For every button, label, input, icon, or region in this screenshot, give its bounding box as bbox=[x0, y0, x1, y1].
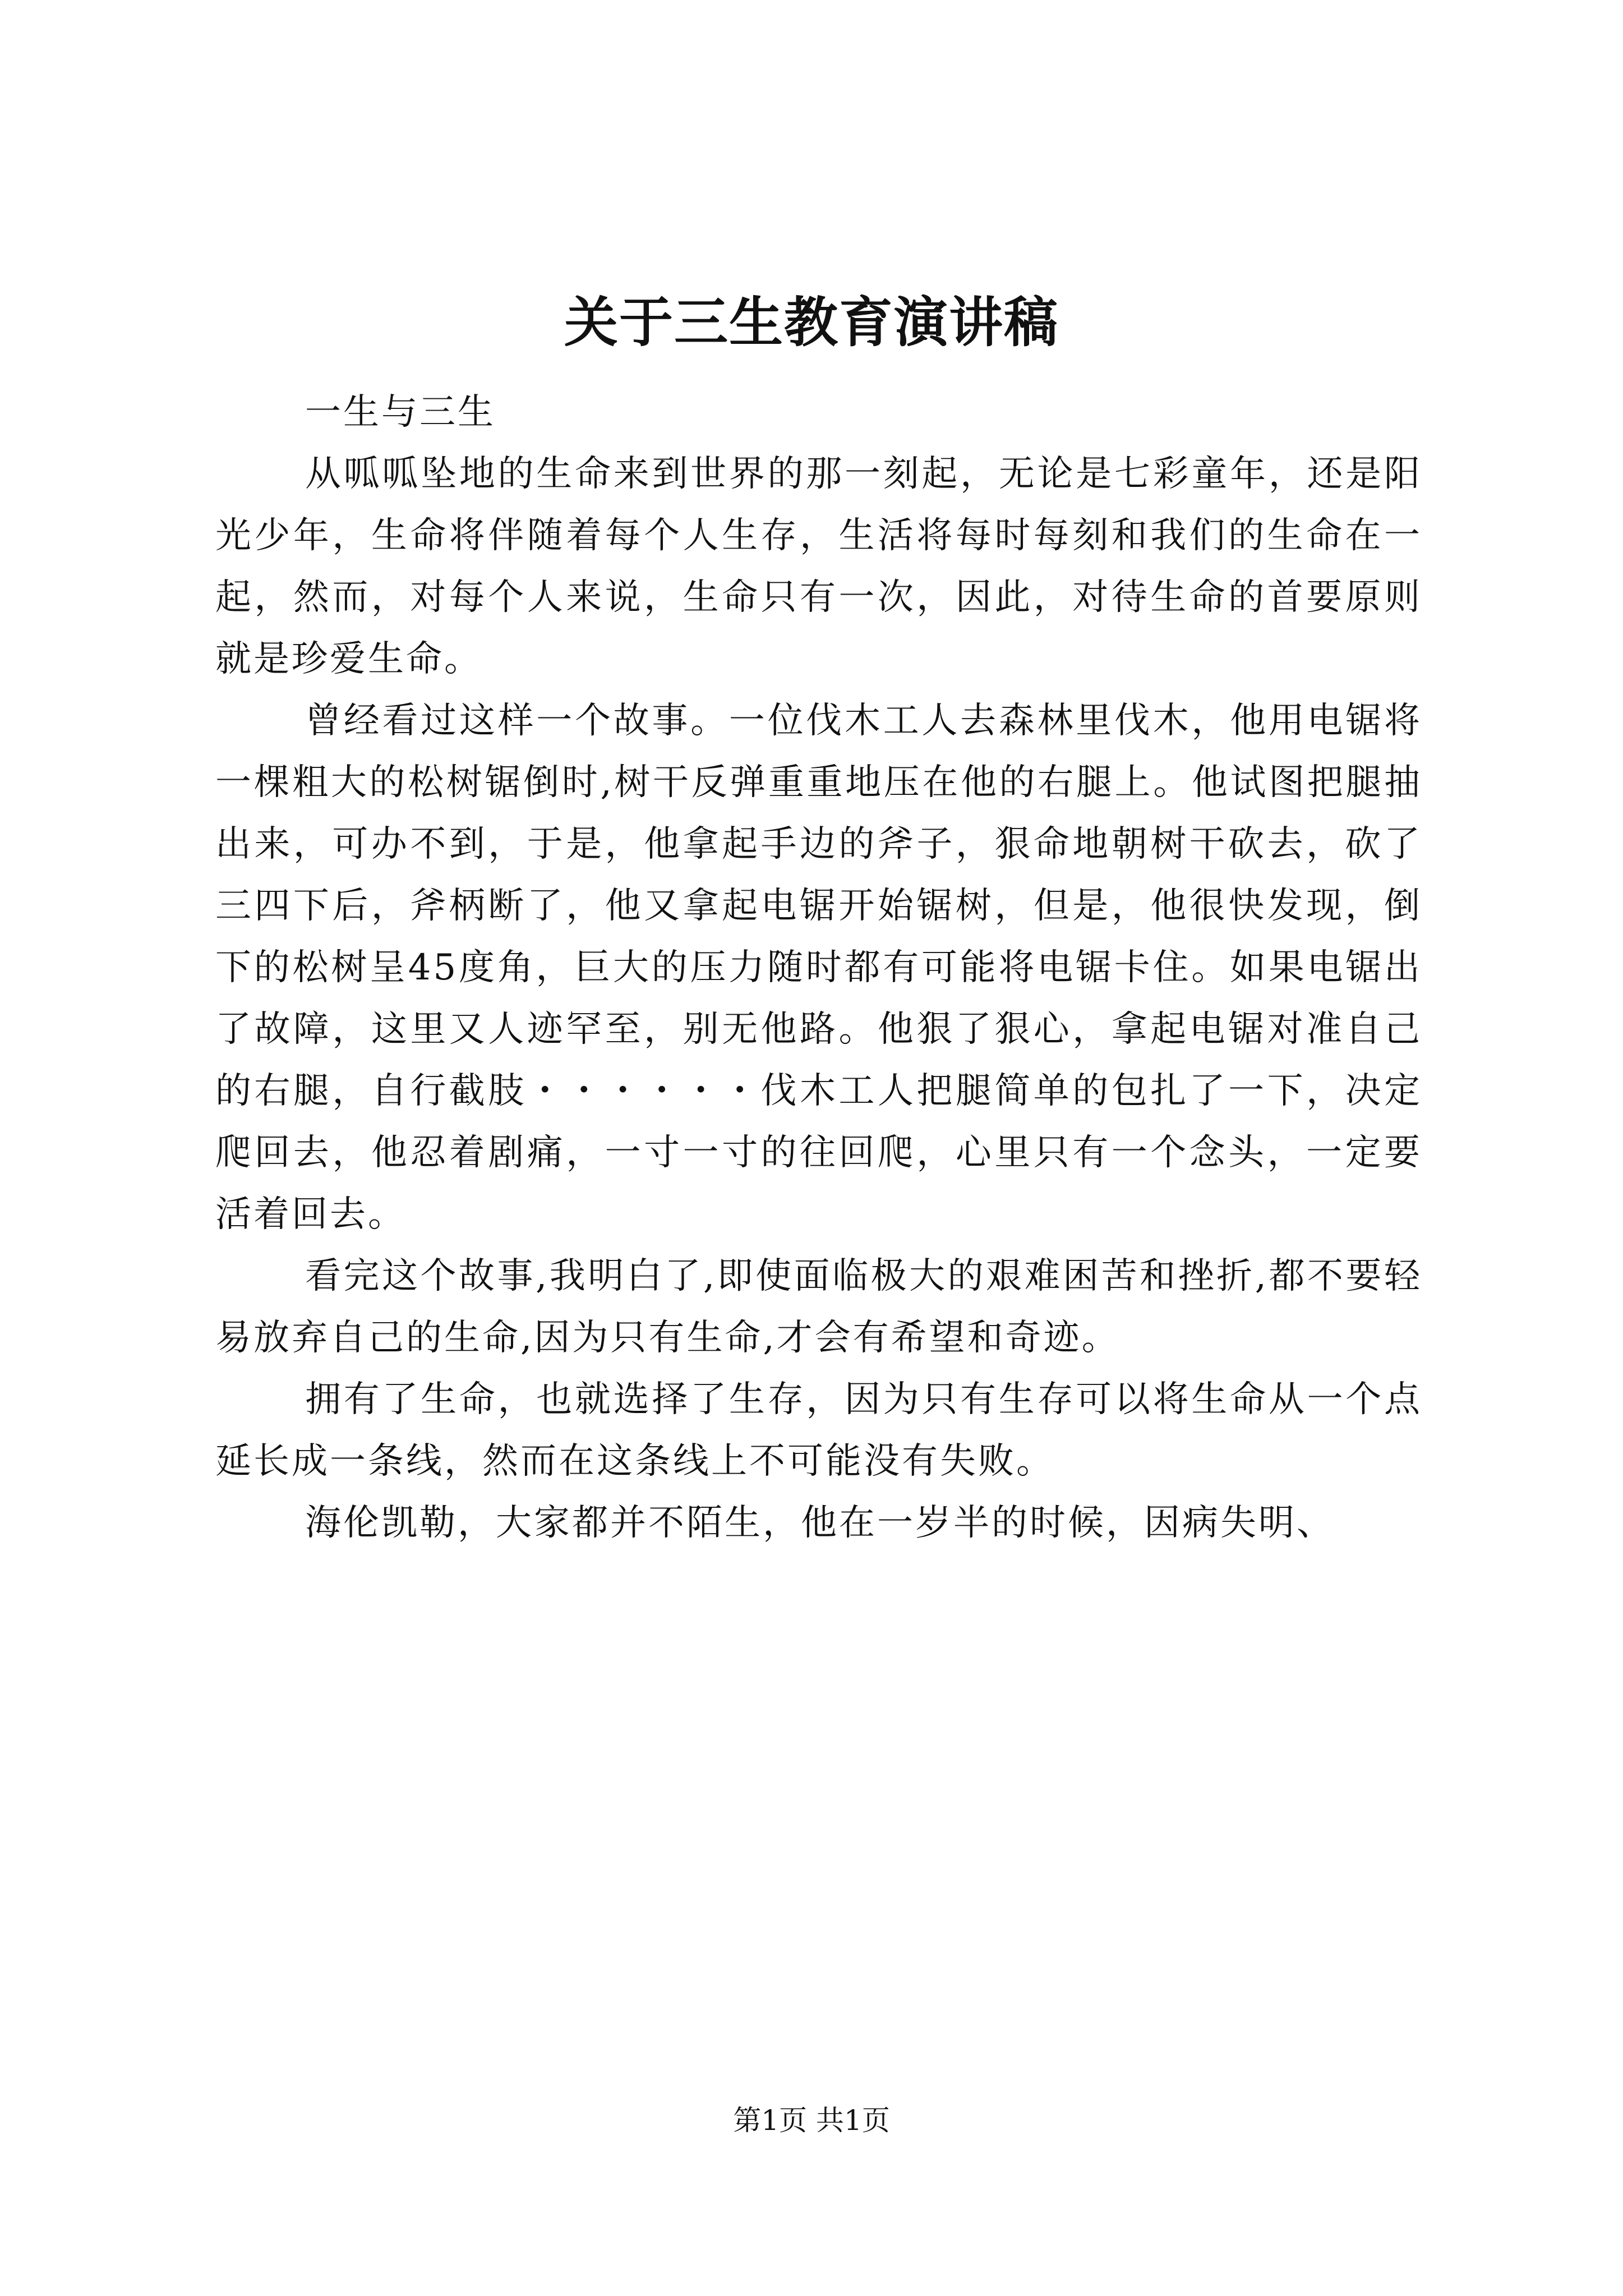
page-footer: 第1页 共1页 bbox=[733, 2104, 890, 2137]
paragraph-4: 拥有了生命，也就选择了生存，因为只有生存可以将生命从一个点延长成一条线，然而在这条线上不可能没有失败。 bbox=[215, 1379, 1422, 1482]
document-body bbox=[215, 381, 1422, 1554]
paragraph-subtitle: 一生与三生 bbox=[305, 392, 496, 433]
paragraph-3: 看完这个故事,我明白了,即使面临极大的艰难困苦和挫折,都不要轻易放弃自己的生命,因为只有生命,才会有希望和奇迹。 bbox=[215, 1255, 1422, 1359]
document-title: 关于三生教育演讲稿 bbox=[564, 291, 1059, 354]
paragraph-5: 海伦凯勒，大家都并不陌生，他在一岁半的时候，因病失明、 bbox=[305, 1502, 1335, 1544]
paragraph-2: 曾经看过这样一个故事。一位伐木工人去森林里伐木，他用电锯将一棵粗大的松树锯倒时,树干反弹重重地压在他的右腿上。他试图把腿抽出来，可办不到，于是，他拿起手边的斧子，狠命地朝树干砍去，砍了三四下后，斧柄断了，他又拿起电锯开始锯树，但是，他很快发现，倒下的松树呈45度角，巨大的压力随时都有可能将电锯卡住。如果电锯出了故障，这里又人迹罕至，别无他路。他狠了狠心，拿起电锯对准自己的右腿，自行截肢・・・・・・伐木工人把腿简单的包扎了一下，决定爬回去，他忍着剧痛，一寸一寸的往回爬，心里只有一个念头，一定要活着回去。 bbox=[215, 700, 1422, 1235]
paragraph-1: 从呱呱坠地的生命来到世界的那一刻起，无论是七彩童年，还是阳光少年，生命将伴随着每个人生存，生活将每时每刻和我们的生命在一起，然而，对每个人来说，生命只有一次，因此，对待生命的首要原则就是珍爱生命。 bbox=[215, 453, 1422, 680]
